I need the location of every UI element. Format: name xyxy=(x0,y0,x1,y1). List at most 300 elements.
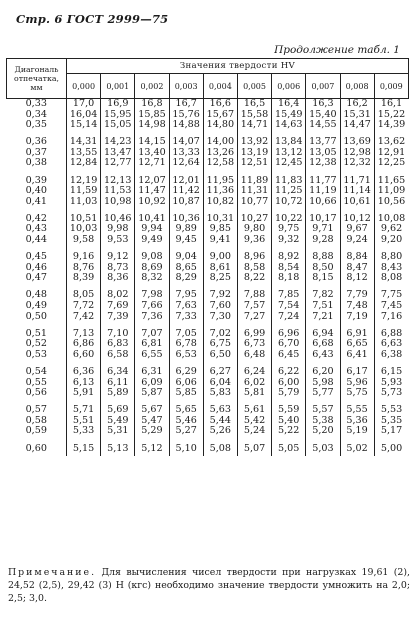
table-continuation-label: Продолжение табл. 1 xyxy=(274,44,400,56)
hardness-cell: 12,01 xyxy=(169,169,203,186)
hardness-cell: 6,41 xyxy=(340,350,374,361)
table-row xyxy=(7,399,409,416)
hardness-cell: 13,05 xyxy=(306,148,340,159)
hardness-cell: 9,36 xyxy=(237,235,271,246)
hardness-cell: 15,31 xyxy=(340,110,374,121)
hardness-cell: 6,68 xyxy=(306,339,340,350)
hardness-cell: 11,36 xyxy=(203,186,237,197)
hardness-cell: 5,81 xyxy=(237,388,271,399)
hardness-cell: 5,36 xyxy=(340,416,374,427)
hardness-cell: 7,02 xyxy=(203,322,237,339)
hardness-cell: 6,09 xyxy=(135,378,169,389)
diagonal-cell: 0,37 xyxy=(25,146,47,158)
table-row xyxy=(7,197,409,208)
hardness-cell: 5,35 xyxy=(374,416,408,427)
hardness-cell: 8,76 xyxy=(67,263,101,274)
hardness-cell: 7,75 xyxy=(374,284,408,301)
column-header: 0,007 xyxy=(306,74,340,99)
table-row xyxy=(7,273,409,284)
table-row xyxy=(7,312,409,323)
hardness-cell: 12,45 xyxy=(272,158,306,169)
hardness-cell: 14,55 xyxy=(306,120,340,131)
hardness-cell: 12,51 xyxy=(237,158,271,169)
diagonal-cell: 0,60 xyxy=(25,442,47,454)
hardness-cell: 13,26 xyxy=(203,148,237,159)
table-row xyxy=(7,131,409,148)
hardness-cell: 7,54 xyxy=(272,301,306,312)
hardness-cell: 7,85 xyxy=(272,284,306,301)
diag-header-line-1: Диагональ xyxy=(14,65,59,74)
hardness-cell: 5,07 xyxy=(237,437,271,456)
hardness-cell: 7,48 xyxy=(340,301,374,312)
hardness-cell: 6,81 xyxy=(135,339,169,350)
hardness-cell: 7,16 xyxy=(374,312,408,323)
diagonal-cell: 0,36 xyxy=(25,136,47,148)
diagonal-cell: 0,53 xyxy=(25,348,47,360)
hardness-cell: 5,13 xyxy=(101,437,135,456)
hardness-cell: 14,47 xyxy=(340,120,374,131)
diagonal-cell: 0,44 xyxy=(25,234,47,246)
hardness-cell: 7,42 xyxy=(67,312,101,323)
hardness-cell: 8,50 xyxy=(306,263,340,274)
hardness-cell: 10,12 xyxy=(340,207,374,224)
hardness-cell: 16,7 xyxy=(169,99,203,110)
table-row xyxy=(7,301,409,312)
hardness-cell: 13,62 xyxy=(374,131,408,148)
hardness-cell: 5,05 xyxy=(272,437,306,456)
hardness-cell: 10,56 xyxy=(374,197,408,208)
hardness-cell: 5,40 xyxy=(272,416,306,427)
hardness-cell: 8,15 xyxy=(306,273,340,284)
hardness-cell: 13,55 xyxy=(67,148,101,159)
table-row xyxy=(7,120,409,131)
hardness-cell: 6,53 xyxy=(169,350,203,361)
hardness-cell: 9,28 xyxy=(306,235,340,246)
hardness-cell: 5,75 xyxy=(340,388,374,399)
hardness-cell: 5,08 xyxy=(203,437,237,456)
diagonal-cell: 0,50 xyxy=(25,310,47,322)
hardness-cell: 5,49 xyxy=(101,416,135,427)
hardness-cell: 6,15 xyxy=(374,360,408,377)
hardness-cell: 5,51 xyxy=(67,416,101,427)
hardness-cell: 9,45 xyxy=(169,235,203,246)
column-header: 0,002 xyxy=(135,74,169,99)
hardness-cell: 6,88 xyxy=(374,322,408,339)
hardness-cell: 9,58 xyxy=(67,235,101,246)
hardness-cell: 9,32 xyxy=(272,235,306,246)
hardness-cell: 5,96 xyxy=(340,378,374,389)
diagonal-cell: 0,33 xyxy=(25,98,47,109)
hardness-cell: 6,38 xyxy=(374,350,408,361)
hardness-cell: 8,80 xyxy=(374,246,408,263)
diagonal-cell: 0,52 xyxy=(25,338,47,350)
column-header: 0,008 xyxy=(340,74,374,99)
hardness-cell: 6,27 xyxy=(203,360,237,377)
hardness-cell: 10,08 xyxy=(374,207,408,224)
hardness-cell: 6,29 xyxy=(169,360,203,377)
hardness-cell: 13,40 xyxy=(135,148,169,159)
hardness-cell: 7,24 xyxy=(272,312,306,323)
hardness-cell: 5,67 xyxy=(135,399,169,416)
hardness-cell: 8,25 xyxy=(203,273,237,284)
hardness-cell: 10,72 xyxy=(272,197,306,208)
hardness-cell: 5,65 xyxy=(169,399,203,416)
diagonal-cell: 0,43 xyxy=(25,223,47,235)
hardness-cell: 11,19 xyxy=(306,186,340,197)
hardness-cell: 9,04 xyxy=(169,246,203,263)
hardness-cell: 5,15 xyxy=(67,437,101,456)
hardness-cell: 8,22 xyxy=(237,273,271,284)
hardness-cell: 7,45 xyxy=(374,301,408,312)
hardness-cell: 6,13 xyxy=(67,378,101,389)
hardness-cell: 12,71 xyxy=(135,158,169,169)
hardness-cell: 11,89 xyxy=(237,169,271,186)
hardness-cell: 8,12 xyxy=(340,273,374,284)
hardness-cell: 5,27 xyxy=(169,426,203,437)
hardness-cell: 8,61 xyxy=(203,263,237,274)
hardness-cell: 6,36 xyxy=(67,360,101,377)
hardness-cell: 7,19 xyxy=(340,312,374,323)
diagonal-cell: 0,48 xyxy=(25,289,47,301)
hardness-cell: 9,41 xyxy=(203,235,237,246)
hardness-cell: 11,77 xyxy=(306,169,340,186)
diagonal-cell: 0,57 xyxy=(25,404,47,416)
hardness-cell: 9,71 xyxy=(306,224,340,235)
hardness-cell: 7,60 xyxy=(203,301,237,312)
column-header: 0,005 xyxy=(237,74,271,99)
diagonal-cell: 0,46 xyxy=(25,261,47,273)
hardness-cell: 6,75 xyxy=(203,339,237,350)
table-row xyxy=(7,350,409,361)
hardness-cell: 5,17 xyxy=(374,426,408,437)
hardness-cell: 8,96 xyxy=(237,246,271,263)
table-row xyxy=(7,360,409,377)
column-header: 0,004 xyxy=(203,74,237,99)
hardness-cell: 5,59 xyxy=(272,399,306,416)
hardness-cell: 13,33 xyxy=(169,148,203,159)
hardness-cell: 5,73 xyxy=(374,388,408,399)
hardness-cell: 5,26 xyxy=(203,426,237,437)
hardness-cell: 13,92 xyxy=(237,131,271,148)
hardness-cell: 7,27 xyxy=(237,312,271,323)
diagonal-column-header xyxy=(7,59,67,99)
hardness-cell: 12,98 xyxy=(340,148,374,159)
hardness-cell: 6,04 xyxy=(203,378,237,389)
increment-header-row xyxy=(7,74,409,99)
hardness-cell: 5,83 xyxy=(203,388,237,399)
hardness-cell: 5,77 xyxy=(306,388,340,399)
hardness-cell: 5,31 xyxy=(101,426,135,437)
note-lead: Примечание. xyxy=(8,567,97,578)
hardness-cell: 9,85 xyxy=(203,224,237,235)
hardness-cell: 11,42 xyxy=(169,186,203,197)
hardness-cell: 12,77 xyxy=(101,158,135,169)
column-header: 0,003 xyxy=(169,74,203,99)
hardness-cell: 15,95 xyxy=(101,110,135,121)
hardness-cell: 7,13 xyxy=(67,322,101,339)
hardness-cell: 6,96 xyxy=(272,322,306,339)
hardness-cell: 11,31 xyxy=(237,186,271,197)
hardness-cell: 10,87 xyxy=(169,197,203,208)
hardness-cell: 8,54 xyxy=(272,263,306,274)
hardness-cell: 7,88 xyxy=(237,284,271,301)
hardness-cell: 11,03 xyxy=(67,197,101,208)
hardness-cell: 5,38 xyxy=(306,416,340,427)
hardness-cell: 10,51 xyxy=(67,207,101,224)
diagonal-cell: 0,47 xyxy=(25,272,47,284)
hardness-cell: 5,47 xyxy=(135,416,169,427)
diagonal-cell: 0,55 xyxy=(25,376,47,388)
hardness-cell: 9,94 xyxy=(135,224,169,235)
hardness-cell: 7,72 xyxy=(67,301,101,312)
hardness-cell: 16,5 xyxy=(237,99,271,110)
hardness-cell: 5,87 xyxy=(135,388,169,399)
column-header: 0,006 xyxy=(272,74,306,99)
hardness-cell: 5,19 xyxy=(340,426,374,437)
diagonal-cell: 0,40 xyxy=(25,185,47,197)
hardness-cell: 7,69 xyxy=(101,301,135,312)
hardness-cell: 15,85 xyxy=(135,110,169,121)
hardness-cell: 16,2 xyxy=(340,99,374,110)
column-header: 0,001 xyxy=(101,74,135,99)
diagonal-cell: 0,58 xyxy=(25,414,47,426)
hardness-cell: 15,22 xyxy=(374,110,408,121)
hardness-cell: 8,08 xyxy=(374,273,408,284)
hardness-cell: 13,12 xyxy=(272,148,306,159)
hardness-cell: 5,71 xyxy=(67,399,101,416)
hardness-cell: 5,42 xyxy=(237,416,271,427)
hardness-cell: 14,00 xyxy=(203,131,237,148)
hardness-cell: 10,17 xyxy=(306,207,340,224)
hardness-cell: 7,39 xyxy=(101,312,135,323)
hardness-cell: 6,65 xyxy=(340,339,374,350)
hardness-cell: 13,84 xyxy=(272,131,306,148)
hardness-cell: 16,8 xyxy=(135,99,169,110)
hardness-cell: 9,00 xyxy=(203,246,237,263)
hardness-cell: 7,57 xyxy=(237,301,271,312)
hardness-cell: 5,53 xyxy=(374,399,408,416)
hardness-cell: 6,91 xyxy=(340,322,374,339)
table-row xyxy=(7,169,409,186)
hardness-cell: 13,77 xyxy=(306,131,340,148)
hardness-cell: 5,46 xyxy=(169,416,203,427)
hardness-cell: 11,65 xyxy=(374,169,408,186)
hardness-cell: 14,88 xyxy=(169,120,203,131)
hardness-cell: 5,79 xyxy=(272,388,306,399)
hardness-cell: 10,77 xyxy=(237,197,271,208)
hardness-cell: 10,82 xyxy=(203,197,237,208)
hardness-cell: 14,39 xyxy=(374,120,408,131)
diagonal-cell: 0,49 xyxy=(25,300,47,311)
hardness-cell: 6,00 xyxy=(272,378,306,389)
hardness-cell: 13,19 xyxy=(237,148,271,159)
hardness-cell: 7,51 xyxy=(306,301,340,312)
hardness-cell: 10,46 xyxy=(101,207,135,224)
hardness-cell: 15,49 xyxy=(272,110,306,121)
hardness-cell: 8,36 xyxy=(101,273,135,284)
hardness-cell: 10,27 xyxy=(237,207,271,224)
hardness-cell: 5,20 xyxy=(306,426,340,437)
hardness-cell: 7,10 xyxy=(101,322,135,339)
hardness-cell: 15,05 xyxy=(101,120,135,131)
hardness-cell: 6,45 xyxy=(272,350,306,361)
hardness-cell: 10,98 xyxy=(101,197,135,208)
hardness-cell: 6,58 xyxy=(101,350,135,361)
hardness-cell: 17,0 xyxy=(67,99,101,110)
hardness-cell: 5,61 xyxy=(237,399,271,416)
hardness-cell: 9,49 xyxy=(135,235,169,246)
table-row xyxy=(7,437,409,456)
diagonal-cell: 0,34 xyxy=(25,108,47,120)
hardness-cell: 14,80 xyxy=(203,120,237,131)
hardness-cell: 9,20 xyxy=(374,235,408,246)
hardness-cell: 10,92 xyxy=(135,197,169,208)
hardness-cell: 5,63 xyxy=(203,399,237,416)
hardness-cell: 8,58 xyxy=(237,263,271,274)
hardness-cell: 8,18 xyxy=(272,273,306,284)
hardness-cell: 6,70 xyxy=(272,339,306,350)
hardness-cell: 16,1 xyxy=(374,99,408,110)
hardness-cell: 6,31 xyxy=(135,360,169,377)
hardness-cell: 6,60 xyxy=(67,350,101,361)
hardness-cell: 12,38 xyxy=(306,158,340,169)
hardness-cell: 7,98 xyxy=(135,284,169,301)
hardness-cell: 7,63 xyxy=(169,301,203,312)
hardness-cell: 11,25 xyxy=(272,186,306,197)
hardness-cell: 5,12 xyxy=(135,437,169,456)
hardness-cell: 5,10 xyxy=(169,437,203,456)
hardness-cell: 16,3 xyxy=(306,99,340,110)
hardness-cell: 14,98 xyxy=(135,120,169,131)
hardness-cell: 16,04 xyxy=(67,110,101,121)
hardness-cell: 8,65 xyxy=(169,263,203,274)
hardness-cell: 7,66 xyxy=(135,301,169,312)
hardness-cell: 9,67 xyxy=(340,224,374,235)
hardness-cell: 8,32 xyxy=(135,273,169,284)
diagonal-cell: 0,45 xyxy=(25,251,47,263)
hardness-cell: 7,05 xyxy=(169,322,203,339)
hardness-cell: 10,41 xyxy=(135,207,169,224)
hardness-cell: 6,55 xyxy=(135,350,169,361)
hardness-cell: 7,95 xyxy=(169,284,203,301)
hardness-group-header: Значения твердости HV xyxy=(67,59,409,74)
hardness-cell: 11,53 xyxy=(101,186,135,197)
hardness-cell: 5,98 xyxy=(306,378,340,389)
diagonal-cell: 0,42 xyxy=(25,212,47,224)
table-row xyxy=(7,158,409,169)
hardness-cell: 15,40 xyxy=(306,110,340,121)
hardness-cell: 9,16 xyxy=(67,246,101,263)
hardness-cell: 12,84 xyxy=(67,158,101,169)
hardness-cell: 9,98 xyxy=(101,224,135,235)
hardness-cell: 12,91 xyxy=(374,148,408,159)
diagonal-cell: 0,38 xyxy=(25,157,47,169)
hardness-cell: 6,73 xyxy=(237,339,271,350)
hardness-cell: 10,03 xyxy=(67,224,101,235)
hardness-cell: 11,47 xyxy=(135,186,169,197)
table-row xyxy=(7,246,409,263)
hardness-cell: 6,63 xyxy=(374,339,408,350)
table-row xyxy=(7,235,409,246)
hardness-cell: 9,75 xyxy=(272,224,306,235)
hardness-cell: 10,61 xyxy=(340,197,374,208)
hardness-cell: 7,07 xyxy=(135,322,169,339)
diagonal-cell: 0,59 xyxy=(25,425,47,437)
hardness-cell: 10,36 xyxy=(169,207,203,224)
hardness-cell: 5,29 xyxy=(135,426,169,437)
hardness-cell: 11,71 xyxy=(340,169,374,186)
hardness-cell: 15,76 xyxy=(169,110,203,121)
hardness-cell: 6,02 xyxy=(237,378,271,389)
hardness-cell: 6,48 xyxy=(237,350,271,361)
diagonal-cell: 0,54 xyxy=(25,365,47,377)
hardness-cell: 8,88 xyxy=(306,246,340,263)
diagonal-cell: 0,51 xyxy=(25,327,47,339)
hardness-cell: 6,17 xyxy=(340,360,374,377)
table-row xyxy=(7,284,409,301)
hardness-cell: 6,83 xyxy=(101,339,135,350)
hardness-cell: 8,02 xyxy=(101,284,135,301)
hardness-cell: 8,92 xyxy=(272,246,306,263)
hardness-cell: 9,89 xyxy=(169,224,203,235)
hardness-cell: 6,06 xyxy=(169,378,203,389)
hardness-cell: 6,11 xyxy=(101,378,135,389)
diagonal-cell: 0,56 xyxy=(25,387,47,399)
hardness-cell: 11,95 xyxy=(203,169,237,186)
table-row xyxy=(7,426,409,437)
hardness-cell: 16,9 xyxy=(101,99,135,110)
hardness-cell: 15,14 xyxy=(67,120,101,131)
hardness-cell: 11,83 xyxy=(272,169,306,186)
hardness-cell: 12,64 xyxy=(169,158,203,169)
hardness-cell: 6,20 xyxy=(306,360,340,377)
hardness-cell: 16,6 xyxy=(203,99,237,110)
hardness-cell: 14,71 xyxy=(237,120,271,131)
hardness-cell: 9,62 xyxy=(374,224,408,235)
hardness-cell: 7,30 xyxy=(203,312,237,323)
hardness-cell: 5,24 xyxy=(237,426,271,437)
hardness-cell: 6,34 xyxy=(101,360,135,377)
hardness-cell: 9,80 xyxy=(237,224,271,235)
hardness-cell: 11,09 xyxy=(374,186,408,197)
hardness-cell: 6,94 xyxy=(306,322,340,339)
hardness-cell: 6,22 xyxy=(272,360,306,377)
note-text: Для вычисления чисел твердости при нагрузках 19,61 (2), 24,52 (2,5), 29,42 (3) Н (кгс) необходимо значение твердости умножить на 2,0; 2,5; 3,0. xyxy=(8,567,411,605)
hardness-cell: 9,53 xyxy=(101,235,135,246)
hardness-cell: 5,22 xyxy=(272,426,306,437)
hardness-cell: 6,99 xyxy=(237,322,271,339)
hardness-cell: 8,69 xyxy=(135,263,169,274)
hardness-cell: 11,59 xyxy=(67,186,101,197)
hardness-cell: 5,69 xyxy=(101,399,135,416)
hardness-cell: 14,07 xyxy=(169,131,203,148)
hardness-cell: 5,02 xyxy=(340,437,374,456)
column-header: 0,009 xyxy=(374,74,408,99)
hardness-cell: 13,47 xyxy=(101,148,135,159)
hardness-cell: 12,13 xyxy=(101,169,135,186)
hardness-cell: 5,00 xyxy=(374,437,408,456)
table-row xyxy=(7,322,409,339)
hardness-cell: 5,93 xyxy=(374,378,408,389)
hardness-cell: 6,78 xyxy=(169,339,203,350)
hardness-cell: 14,31 xyxy=(67,131,101,148)
table-body xyxy=(7,99,409,457)
hardness-cell: 5,03 xyxy=(306,437,340,456)
note xyxy=(8,566,410,606)
hardness-cell: 9,12 xyxy=(101,246,135,263)
hardness-cell: 10,22 xyxy=(272,207,306,224)
hardness-cell: 16,4 xyxy=(272,99,306,110)
